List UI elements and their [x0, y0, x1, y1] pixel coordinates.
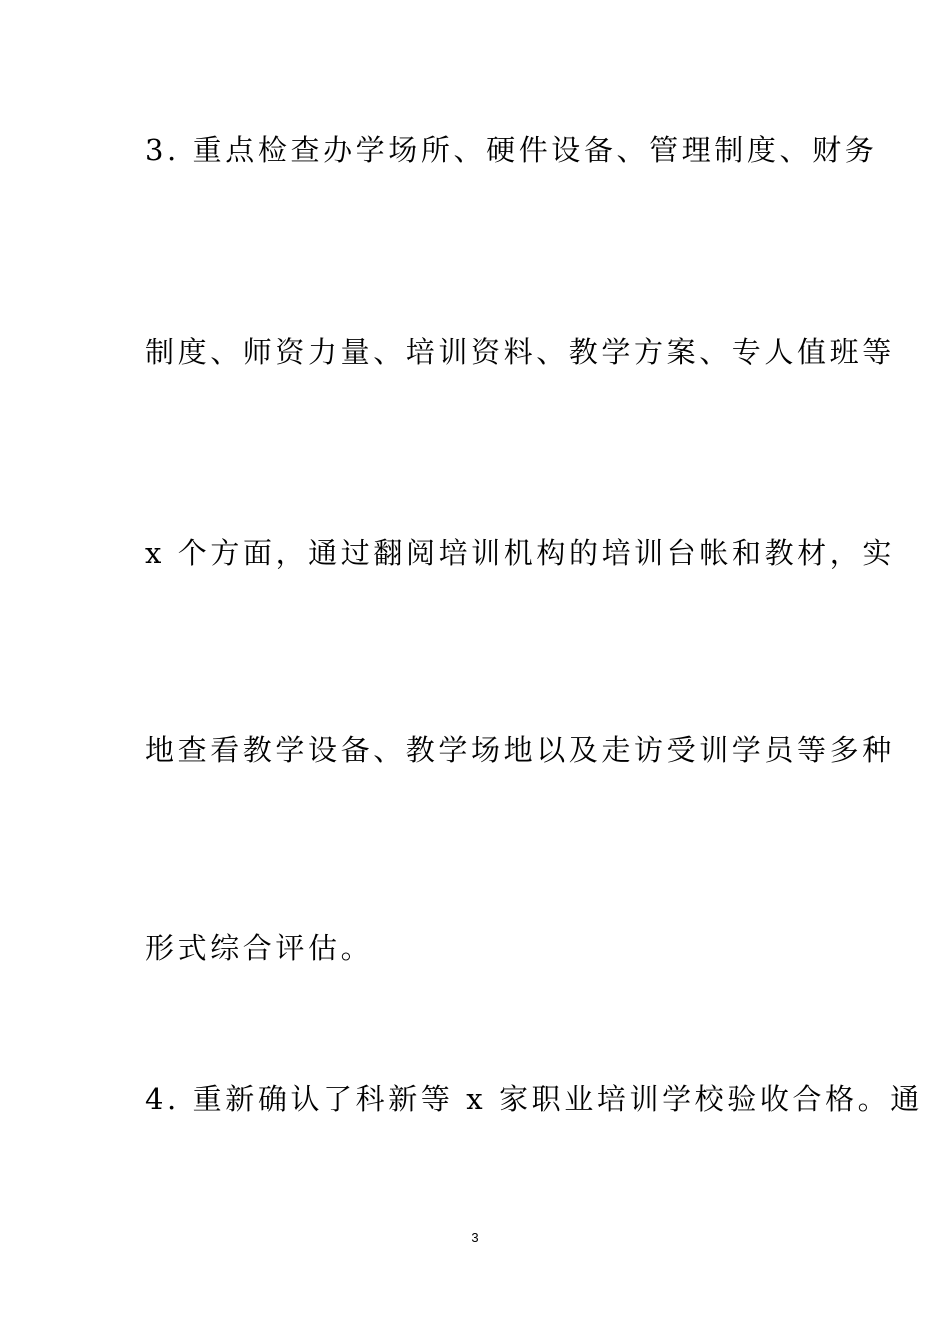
body-text-line-4: 地查看教学设备、教学场地以及走访受训学员等多种 — [145, 733, 895, 767]
body-text-line-6: 4. 重新确认了科新等 x 家职业培训学校验收合格。通 — [145, 1082, 923, 1116]
body-text-line-1: 3. 重点检查办学场所、硬件设备、管理制度、财务 — [145, 133, 878, 167]
body-text-line-5: 形式综合评估。 — [145, 931, 374, 965]
page-number: 3 — [471, 1230, 479, 1245]
body-text-line-2: 制度、师资力量、培训资料、教学方案、专人值班等 — [145, 335, 895, 369]
body-text-line-3: x 个方面，通过翻阅培训机构的培训台帐和教材，实 — [145, 536, 895, 570]
